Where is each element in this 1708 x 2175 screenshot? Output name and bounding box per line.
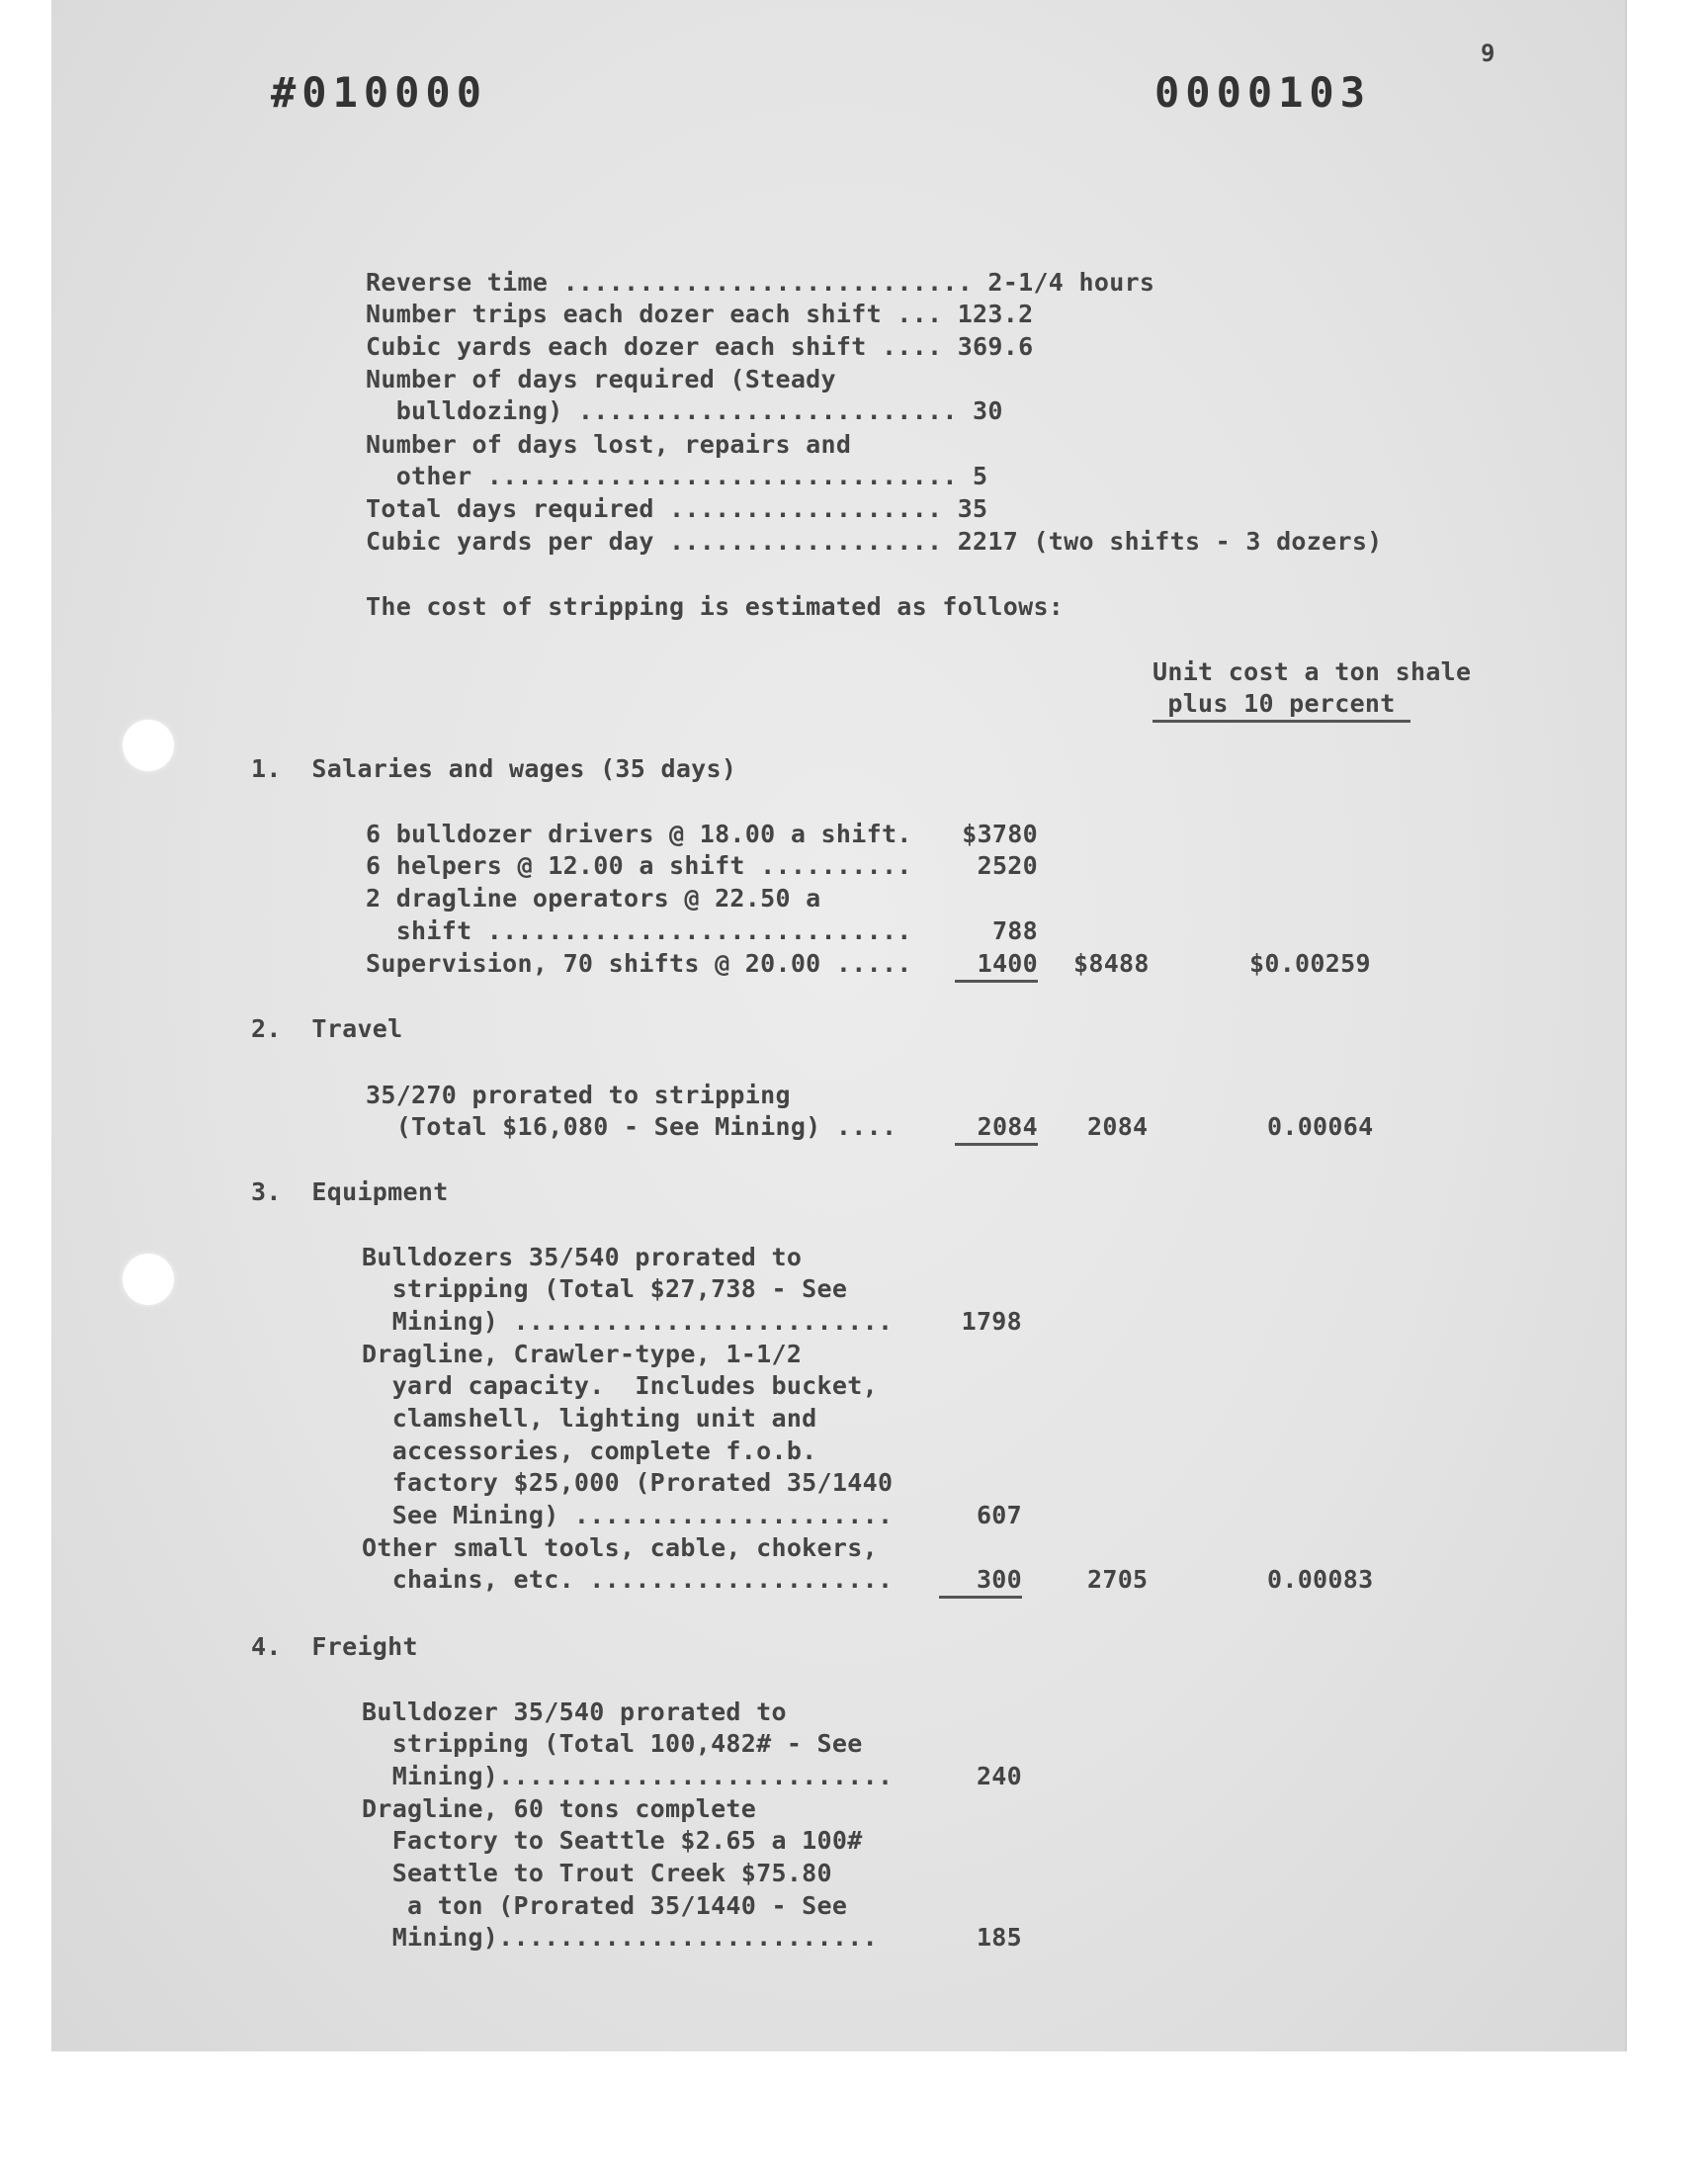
cost-line: 35/270 prorated to stripping [366,1081,791,1109]
section-heading-travel: 2. Travel [251,1014,403,1043]
summary-line: Number trips each dozer each shift ... 123.2 [366,300,1034,328]
line-amount: 1400 [955,948,1038,983]
summary-line: Number of days required (Steady [366,365,836,393]
cost-line: (Total $16,080 - See Mining) .... [366,1112,897,1141]
cost-line: accessories, complete f.o.b. [362,1436,817,1465]
cost-line: stripping (Total 100,482# - See [362,1729,863,1758]
cost-line: clamshell, lighting unit and [362,1404,817,1433]
cost-line: stripping (Total $27,738 - See [362,1274,848,1303]
cost-line: factory $25,000 (Prorated 35/1440 [362,1468,894,1497]
cost-line: Mining).......................... [362,1762,894,1790]
cost-line: Mining) ......................... [362,1307,894,1336]
summary-line: Cubic yards each dozer each shift .... 369.6 [366,332,1034,361]
cost-line: Dragline, Crawler-type, 1-1/2 [362,1340,803,1368]
cost-line: Other small tools, cable, chokers, [362,1533,878,1562]
line-amount: $3780 [962,820,1038,848]
cost-line: See Mining) ..................... [362,1501,894,1529]
summary-line: other ............................... 5 [366,462,988,490]
document-number-right: 0000103 [1154,68,1372,117]
cost-line: shift ............................ [366,916,912,945]
section-unit-cost: $0.00259 [1249,949,1371,978]
cost-line: 6 bulldozer drivers @ 18.00 a shift. [366,820,912,848]
section-heading-equipment: 3. Equipment [251,1177,449,1206]
cost-line: Mining)......................... [362,1923,878,1952]
cost-line: Seattle to Trout Creek $75.80 [362,1859,832,1887]
punch-hole [123,1254,174,1305]
line-amount: 300 [939,1564,1022,1599]
cost-line: 2 dragline operators @ 22.50 a [366,884,821,913]
cost-line: Bulldozer 35/540 prorated to [362,1697,787,1726]
summary-line: Total days required .................. 35 [366,494,988,523]
summary-line: Reverse time ........................... 2-1/4 hours [366,268,1155,297]
cost-line: 6 helpers @ 12.00 a shift .......... [366,851,912,880]
summary-line: bulldozing) ......................... 30 [366,396,1003,425]
unit-cost-header: Unit cost a ton shale [1153,657,1472,686]
section-total: 2084 [1087,1112,1149,1141]
document-number-left: #010000 [271,68,488,117]
line-amount: 240 [976,1762,1022,1790]
line-amount: 1798 [961,1307,1022,1336]
intro-text: The cost of stripping is estimated as follows: [366,592,1065,621]
line-amount: 607 [976,1501,1022,1529]
section-total: 2705 [1087,1565,1149,1594]
section-heading-salaries: 1. Salaries and wages (35 days) [251,754,737,783]
page-number: 9 [1481,40,1495,67]
cost-line: Bulldozers 35/540 prorated to [362,1243,803,1271]
cost-line: Dragline, 60 tons complete [362,1794,757,1823]
section-unit-cost: 0.00083 [1267,1565,1374,1594]
line-amount: 2520 [977,851,1038,880]
cost-line: yard capacity. Includes bucket, [362,1371,878,1400]
unit-cost-subheader: plus 10 percent [1153,688,1410,723]
cost-line: Supervision, 70 shifts @ 20.00 ..... [366,949,912,978]
section-unit-cost: 0.00064 [1267,1112,1374,1141]
cost-line: a ton (Prorated 35/1440 - See [362,1891,848,1920]
cost-line: chains, etc. .................... [362,1565,894,1594]
summary-line: Number of days lost, repairs and [366,430,852,459]
summary-line: Cubic yards per day .................. 2217 (two shifts - 3 dozers) [366,527,1383,556]
section-total: $8488 [1073,949,1150,978]
line-amount: 2084 [955,1111,1038,1146]
line-amount: 185 [976,1923,1022,1952]
line-amount: 788 [991,916,1038,945]
section-heading-freight: 4. Freight [251,1632,418,1661]
punch-hole [123,720,174,771]
cost-line: Factory to Seattle $2.65 a 100# [362,1826,863,1855]
